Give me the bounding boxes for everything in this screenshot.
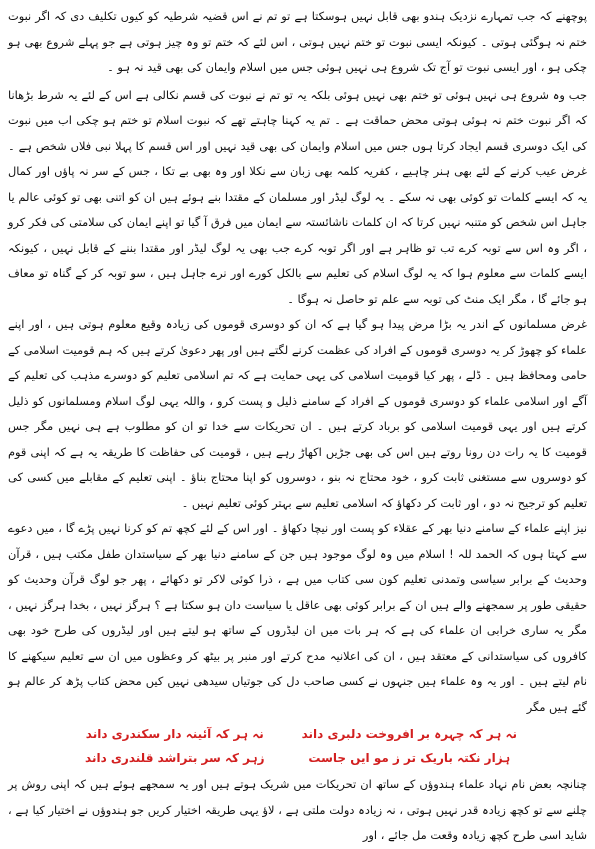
paragraph-4: نیز اپنے علماء کے سامنے دنیا بھر کے عقلاء کو پست اور نیچا دکھاؤ ۔ اور اس کے لئے کچھ تم کو کرنا نہیں پڑے گا ، میں دعوے سے کہتا ہوں کہ الحمد للہ ! اسلام میں وہ لوگ موجود ہیں جن کے سامنے دنیا بھر کے سیاستدان طفل مکتب ہیں ، قرآن وحدیث کے برابر سیاسی وتمدنی تعلیم کون سی کتاب میں ہے ، ذرا کوئی لاکر تو دکھائے ، پھر جو لوگ قرآن وحدیث کو حقیقی طور پر سمجھنے والے ہیں ان کے برابر کوئی بھی عاقل یا سیاست دان ہو سکتا ہے ؟ ہرگز نہیں ، بخدا ہرگز نہیں ، مگر یہ ساری خرابی ان علماء کی ہے کہ ہر بات میں ان لیڈروں کے ساتھ ہو لیتے ہیں اور لیڈروں کی طرح خود بھی کافروں کی سیاستدانی کے معتقد ہیں ، ان کی اعلانیہ مدح کرتے اور منبر پر بیٹھ کر وعظوں میں ان سے تعلیم سیکھنے کا نام لیتے ہیں ۔ اور یہ وہ علماء ہیں جنہوں نے کسی صاحب دل کی جوتیاں سیدھی نہیں کیں محض کتاب پڑھ کر عالم ہو گئے ہیں مگر	[8, 521, 587, 714]
paragraph-2: جب وہ شروع ہی نہیں ہوئی تو ختم بھی نہیں ہوئی بلکہ یہ تو تم نے نبوت کی قسم نکالی ہے اس کے لئے یہ شرط بڑھانا کہ اگر نبوت ختم نہ ہوئی ہوتی محض حماقت ہے ۔ تم یہ کہنا چاہتے تھے کہ نبوت اسلام تو ختم ہو چکی اب میں نبوت کی ایک دوسری قسم ایجاد کرتا ہوں جس میں اسلام وایمان کی بھی قید نہیں اور اس قسم کا پہلا نبی فلاں شخص ہے ۔ غرض عیب کرنے کے لئے بھی ہنر چاہیے ، کفریہ کلمہ بھی زبان سے نکلا اور وہ بھی بے تکا ، جس کے سر نہ پاؤں اور کمال یہ کہ ایسے کلمات تو کوئی بھی نہ سکے ۔ یہ لوگ لیڈر اور مسلمان کے مقتدا بنے ہوئے ہیں ان کو اتنی بھی تو کوئی عالم یا جاہل اس شخص کو متنبہ نہیں کرتا کہ ان کلمات ناشائستہ سے ایمان میں فرق آ گیا تو اپنے ایمان کی سلامتی کی فکر کرو ، اگر وہ اس سے توبہ کرے تب تو ظاہر ہے اور اگر توبہ کرے جب بھی یہ لوگ لیڈر اور مقتدا بننے کے قابل نہیں ، کیونکہ ایسے کلمات سے معلوم ہوا کہ یہ لوگ اسلام کی تعلیم سے بالکل کورے اور نرے جاہل ہیں ، سو توبہ کر کے گناہ تو معاف ہو جائے گا ، مگر ایک منٹ کی توبہ سے علم تو حاصل نہ ہوگا ۔	[8, 87, 587, 306]
paragraph-1: پوچھنے کہ جب تمہارے نزدیک ہندو بھی قابل نہیں ہوسکتا ہے تو تم نے اس قضیہ شرطیہ کو کیوں تکلیف دی کہ اگر نبوت ختم نہ ہوگئی ہوتی ۔ کیونکہ ایسی نبوت تو ختم نہیں ہوتی ، اس لئے کہ ختم تو وہ چیز ہوتی ہے جو پہلے شروع بھی ہو چکی ہو ، اور ایسی نبوت تو آج تک شروع ہی نہیں ہوئی جس میں اسلام وایمان کی بھی قید نہ ہو ۔	[8, 9, 587, 74]
verse-line-1a: نہ ہر کہ چہرہ بر افروخت دلبری داند	[301, 727, 517, 741]
paragraph-5: چنانچہ بعض نام نہاد علماء ہندوؤں کے ساتھ ان تحریکات میں شریک ہوتے ہیں اور یہ سمجھے ہوئے ہیں کہ اپنی روش پر چلنے سے تو کچھ زیادہ قدر نہیں ہوتی ، نہ زیادہ دولت ملتی ہے ، لاؤ یہی طریقہ اختیار کریں جو ہندوؤں نے اختیار کیا ہے ، شاید اسی طرح کچھ زیادہ وقعت مل جائے ، اور	[8, 777, 587, 842]
verse-line-2a: ہزار نکتہ باریک تر ز مو ایں جاست	[308, 751, 511, 765]
persian-verse-block	[8, 722, 587, 770]
paragraph-3: غرض مسلمانوں کے اندر یہ بڑا مرض پیدا ہو گیا ہے کہ ان کو دوسری قوموں کی زیادہ وقیع معلوم ہوتی ہیں ، اور اپنے علماء کو چھوڑ کر یہ دوسری قوموں کے افراد کی عظمت کرنے لگتے ہیں اور پھر دعویٰ کرتے ہیں کہ ہم قومیت اسلامی کے حامی ومحافظ ہیں ۔ ڈلے ، پھر کیا قومیت اسلامی کی یہی حمایت ہے کہ تم اسلامی تعلیم کو دوسرے مذہب کی تعلیم کے آگے اور اسلامی علماء کو دوسری قوموں کے افراد کے سامنے ذلیل و پست کرو ، واللہ یہی لوگ اسلام ومسلمانوں کو ذلیل کرتے ہیں اور یہی قومیت اسلامی کو برباد کرتے ہیں ۔ ان تحریکات سے خدا تو ان کو مطلوب ہے ہی نہیں مگر جس قومیت کا یہ رات دن رونا روتے ہیں اس کی بھی جڑیں اکھاڑ رہے ہیں ، قومیت کی حفاظت کا طریقہ یہ ہے کہ اپنی قوم کو دوسروں سے مستغنی ثابت کرو ، خود محتاج نہ بنو ، دوسروں کو اپنا محتاج بناؤ ۔ اپنی تعلیم کے مقابلے میں کسی کی تعلیم کو ترجیح نہ دو ، اور ثابت کر دکھاؤ کہ اسلامی تعلیم سے بہتر کوئی تعلیم نہیں ۔	[8, 317, 587, 510]
verse-line-1b: نہ ہر کہ آئینہ دار سکندری داند	[85, 727, 264, 741]
verse-line-2b: زہر کہ سر بتراشد قلندری داند	[85, 751, 265, 765]
